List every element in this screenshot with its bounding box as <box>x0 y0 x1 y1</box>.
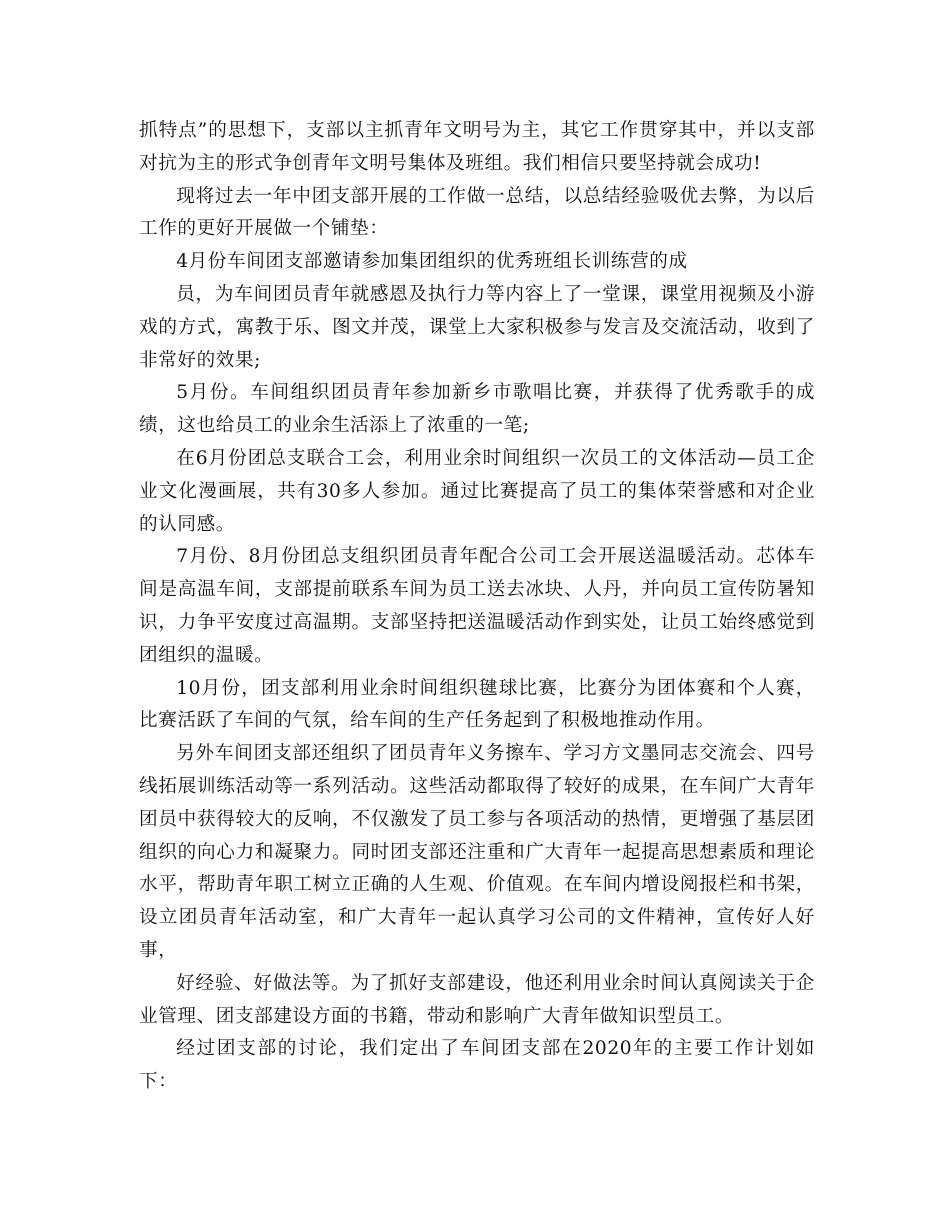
paragraph-5: 5月份。车间组织团员青年参加新乡市歌唱比赛，并获得了优秀歌手的成绩，这也给员工的业余生活添上了浓重的一笔; <box>139 382 815 437</box>
paragraph-11: 经过团支部的讨论，我们定出了车间团支部在2020年的主要工作计划如下： <box>139 1038 815 1093</box>
paragraph-9: 另外车间团支部还组织了团员青年义务擦车、学习方文墨同志交流会、四号线拓展训练活动等一系列活动。这些活动都取得了较好的成果，在车间广大青年团员中获得较大的反响，不仅激发了员工参与各项活动的热情，更增强了基层团组织的向心力和凝聚力。同时团支部还注重和广大青年一起提高思想素质和理论水平，帮助青年职工树立正确的人生观、价值观。在车间内增设阅报栏和书架，设立团员青年活动室，和广大青年一起认真学习公司的文件精神，宣传好人好事， <box>139 743 815 961</box>
paragraph-8: 10月份，团支部利用业余时间组织毽球比赛，比赛分为团体赛和个人赛，比赛活跃了车间的气氛，给车间的生产任务起到了积极地推动作用。 <box>139 677 815 732</box>
paragraph-6: 在6月份团总支联合工会，利用业余时间组织一次员工的文体活动—员工企业文化漫画展，共有30多人参加。通过比赛提高了员工的集体荣誉感和对企业的认同感。 <box>139 447 815 535</box>
paragraph-4: 员，为车间团员青年就感恩及执行力等内容上了一堂课，课堂用视频及小游戏的方式，寓教于乐、图文并茂，课堂上大家积极参与发言及交流活动，收到了非常好的效果; <box>139 283 815 371</box>
paragraph-10: 好经验、好做法等。为了抓好支部建设，他还利用业余时间认真阅读关于企业管理、团支部建设方面的书籍，带动和影响广大青年做知识型员工。 <box>139 972 815 1027</box>
paragraph-2: 现将过去一年中团支部开展的工作做一总结，以总结经验吸优去弊，为以后工作的更好开展做一个铺垫： <box>139 185 815 240</box>
paragraph-7: 7月份、8月份团总支组织团员青年配合公司工会开展送温暖活动。芯体车间是高温车间，支部提前联系车间为员工送去冰块、人丹，并向员工宣传防暑知识，力争平安度过高温期。支部坚持把送温暖活动作到实处，让员工始终感觉到团组织的温暖。 <box>139 546 815 666</box>
paragraph-1: 抓特点”的思想下，支部以主抓青年文明号为主，其它工作贯穿其中，并以支部对抗为主的形式争创青年文明号集体及班组。我们相信只要坚持就会成功! <box>139 120 815 174</box>
document-body <box>139 115 815 1099</box>
paragraph-3: 4月份车间团支部邀请参加集团组织的优秀班组长训练营的成 <box>176 251 688 273</box>
